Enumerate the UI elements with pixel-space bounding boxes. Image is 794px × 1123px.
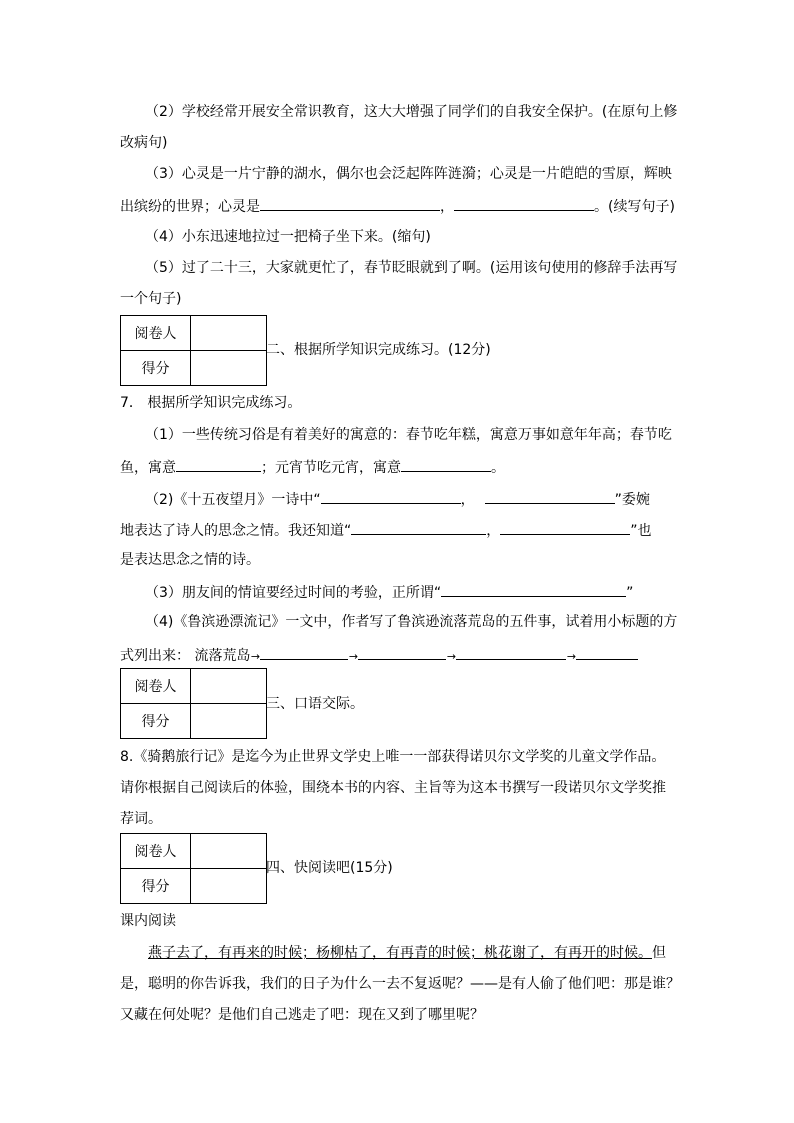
q6-item5-line1: （5）过了二十三，大家就更忙了，春节眨眼就到了啊。(运用该句使用的修辞手法再写: [145, 260, 678, 276]
q6-item2-line1: （2）学校经常开展安全常识教育，这大大增强了同学们的自我安全保护。(在原句上修: [145, 104, 678, 120]
section4-title: 四、快阅读吧(15分): [266, 860, 393, 876]
q7-item1-line2: [120, 456, 505, 478]
q8-line2: 请你根据自己阅读后的体验，围绕本书的内容、主旨等为这本书撰写一段诺贝尔文学奖推: [120, 780, 666, 796]
score-label: 得分: [121, 351, 191, 386]
q7-item1-text-b: ；元宵节吃元宵，寓意: [261, 460, 401, 476]
grader-table-1: [120, 315, 267, 386]
q7-item2-blank-4[interactable]: [500, 519, 630, 535]
q7-item2-text-a: （2)《十五夜望月》一诗中“: [145, 492, 321, 508]
q7-item4-blank-2[interactable]: [358, 644, 446, 660]
arrow-icon: →: [446, 650, 457, 663]
q7-item3-text-a: （3）朋友间的情谊要经过时间的考验，正所谓“: [145, 585, 442, 601]
reading-line2: 是，聪明的你告诉我，我们的日子为什么一去不复返呢？——是有人偷了他们吧：那是谁？: [120, 976, 680, 992]
q7-item2-blank-3[interactable]: [351, 519, 486, 535]
reading-line1-rest: 但: [652, 945, 666, 961]
q7-item1-text-a: 鱼，寓意: [120, 460, 176, 476]
q7-item4-blank-1[interactable]: [260, 644, 348, 660]
grader-table-2: [120, 668, 267, 739]
q7-item2-text-b: ，: [460, 492, 475, 508]
q7-item2-line2: [120, 519, 652, 541]
section2-title: 二、根据所学知识完成练习。(12分): [266, 342, 491, 358]
q7-item3-blank[interactable]: [441, 581, 626, 597]
q7-item2-blank-1[interactable]: [321, 488, 461, 504]
score-cell[interactable]: [191, 351, 267, 386]
q7-title: 7． 根据所学知识完成练习。: [120, 395, 302, 411]
q6-item4: （4）小东迅速地拉过一把椅子坐下来。(缩句): [145, 229, 431, 245]
reading-line3: 又藏在何处呢？是他们自己逃走了吧：现在又到了哪里呢？: [120, 1007, 484, 1023]
q7-item1-line1: （1）一些传统习俗是有着美好的寓意的：春节吃年糕，寓意万事如意年年高；春节吃: [145, 427, 672, 443]
score-cell[interactable]: [191, 869, 267, 904]
q7-item4-blank-4[interactable]: [576, 644, 638, 660]
q7-item2-text-e: ，: [486, 523, 501, 539]
q6-item3-blank-2[interactable]: [454, 195, 594, 211]
q7-item4-blank-3[interactable]: [456, 644, 566, 660]
q6-item5-line2: 一个句子): [120, 291, 182, 307]
q8-line1: 8.《骑鹅旅行记》是迄今为止世界文学史上唯一一部获得诺贝尔文学奖的儿童文学作品。: [120, 749, 666, 765]
q6-item3-line2: [120, 195, 675, 217]
q6-item3-line1: （3）心灵是一片宁静的湖水，偶尔也会泛起阵阵涟漪；心灵是一片皑皑的雪原，辉映: [145, 166, 672, 182]
grader-cell[interactable]: [191, 316, 267, 351]
q6-item3-text-a: 出缤纷的世界；心灵是: [120, 199, 260, 215]
grader-cell[interactable]: [191, 834, 267, 869]
grader-label: 阅卷人: [121, 316, 191, 351]
q7-item3: [145, 581, 633, 603]
q7-item2-blank-2[interactable]: [485, 488, 615, 504]
grader-table-3: [120, 833, 267, 904]
score-cell[interactable]: [191, 704, 267, 739]
arrow-icon: →: [348, 650, 359, 663]
q7-item2-text-c: ”委婉: [614, 492, 650, 508]
q6-item2-line2: 改病句): [120, 135, 168, 151]
arrow-icon: →: [566, 650, 577, 663]
q6-item3-blank-1[interactable]: [260, 195, 440, 211]
q7-item2-line3: 是表达思念之情的诗。: [120, 552, 260, 568]
reading-label: 课内阅读: [120, 913, 176, 929]
q6-item3-text-c: 。(续写句子): [594, 199, 675, 215]
arrow-icon: →: [250, 650, 261, 663]
q7-item2-line1: [145, 488, 650, 510]
reading-underlined-text: 燕子去了，有再来的时候；杨柳枯了，有再青的时候；桃花谢了，有再开的时候。: [148, 945, 652, 961]
grader-label: 阅卷人: [121, 669, 191, 704]
q7-item1-text-c: 。: [491, 460, 505, 476]
q7-item1-blank-1[interactable]: [176, 456, 261, 472]
reading-line1: [148, 943, 666, 963]
q6-item3-text-b: ，: [440, 199, 454, 215]
q7-item4-line2: [120, 644, 638, 667]
score-label: 得分: [121, 704, 191, 739]
grader-cell[interactable]: [191, 669, 267, 704]
score-label: 得分: [121, 869, 191, 904]
q7-item2-text-d: 地表达了诗人的思念之情。我还知道“: [120, 523, 352, 539]
q7-item4-text: 式列出来： 流落荒岛: [120, 648, 251, 664]
grader-label: 阅卷人: [121, 834, 191, 869]
q7-item1-blank-2[interactable]: [401, 456, 491, 472]
q7-item2-text-f: ”也: [630, 523, 652, 539]
q7-item3-text-b: ”: [626, 585, 634, 601]
q8-line3: 荐词。: [120, 811, 162, 827]
q7-item4-line1: （4)《鲁滨逊漂流记》一文中，作者写了鲁滨逊流落荒岛的五件事，试着用小标题的方: [145, 614, 678, 630]
section3-title: 三、口语交际。: [266, 696, 364, 712]
